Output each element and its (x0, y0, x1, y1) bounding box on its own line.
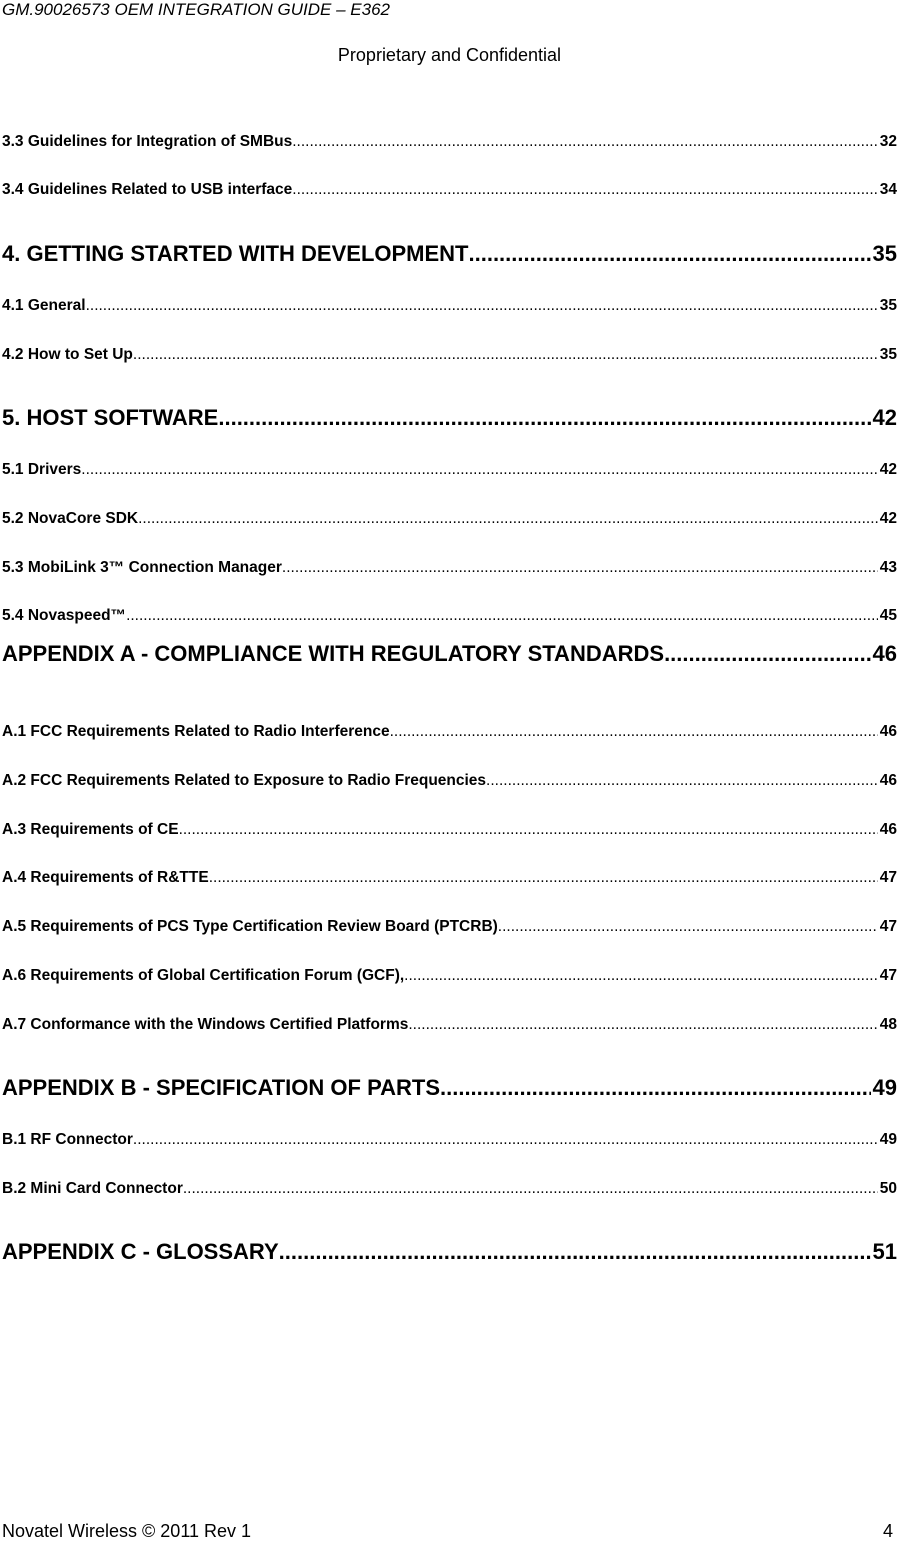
toc-section[interactable] (2, 405, 897, 431)
toc-entry-page: 32 (879, 133, 897, 150)
toc-dot-leader (469, 241, 871, 267)
toc-section-page: 51 (872, 1239, 897, 1264)
toc-entry-page: 48 (879, 1016, 897, 1033)
toc-section-title: 4. GETTING STARTED WITH DEVELOPMENT (2, 241, 469, 266)
toc-entry[interactable] (2, 559, 897, 577)
toc-dot-leader (138, 510, 878, 528)
toc-entry[interactable] (2, 181, 897, 199)
toc-dot-leader (209, 869, 878, 887)
toc-dot-leader (404, 967, 878, 985)
toc-dot-leader (292, 133, 878, 151)
toc-entry-page: 47 (879, 869, 897, 886)
toc-dot-leader (183, 1180, 878, 1198)
toc-entry-title: A.3 Requirements of CE (2, 821, 179, 838)
toc-entry-page: 43 (879, 559, 897, 576)
toc-dot-leader (218, 405, 870, 431)
toc-entry-title: A.6 Requirements of Global Certification Forum (GCF), (2, 967, 405, 984)
toc-entry-title: A.7 Conformance with the Windows Certified Platforms (2, 1016, 409, 1033)
toc-entry-title: 5.3 MobiLink 3™ Connection Manager (2, 559, 282, 576)
toc-entry-page: 46 (879, 772, 897, 789)
toc-dot-leader (126, 607, 878, 625)
toc-entry[interactable] (2, 461, 897, 479)
toc-dot-leader (390, 723, 878, 741)
toc-entry-title: 5.2 NovaCore SDK (2, 510, 139, 527)
toc-entry[interactable] (2, 510, 897, 528)
toc-entry[interactable] (2, 297, 897, 315)
toc-dot-leader (664, 641, 870, 667)
toc-section[interactable] (2, 641, 897, 667)
toc-dot-leader (498, 918, 878, 936)
toc-dot-leader (292, 181, 877, 199)
toc-entry-title: 3.4 Guidelines Related to USB interface (2, 181, 293, 198)
toc-entry[interactable] (2, 821, 897, 839)
toc-section-page: 46 (872, 641, 897, 666)
toc-entry-page: 45 (879, 607, 897, 624)
toc-entry[interactable] (2, 772, 897, 790)
toc-section[interactable] (2, 241, 897, 267)
toc-entry-page: 34 (879, 181, 897, 198)
toc-dot-leader (279, 1239, 871, 1265)
toc-dot-leader (282, 559, 878, 577)
toc-entry-title: 4.2 How to Set Up (2, 346, 133, 363)
toc-entry-page: 50 (879, 1180, 897, 1197)
toc-entry-title: 3.3 Guidelines for Integration of SMBus (2, 133, 293, 150)
toc-section-page: 35 (872, 241, 897, 266)
toc-entry[interactable] (2, 1016, 897, 1034)
toc-entry[interactable] (2, 723, 897, 741)
toc-section[interactable] (2, 1239, 897, 1265)
toc-dot-leader (486, 772, 878, 790)
document-footer-copyright: Novatel Wireless © 2011 Rev 1 (2, 1521, 252, 1541)
toc-dot-leader (179, 821, 878, 839)
toc-entry-page: 42 (879, 461, 897, 478)
toc-entry-title: B.2 Mini Card Connector (2, 1180, 183, 1197)
toc-entry[interactable] (2, 967, 897, 985)
toc-entry-page: 42 (879, 510, 897, 527)
toc-entry-page: 46 (879, 821, 897, 838)
toc-entry-title: A.2 FCC Requirements Related to Exposure to Radio Frequencies (2, 772, 487, 789)
toc-section-title: 5. HOST SOFTWARE (2, 405, 219, 430)
toc-entry-title: 4.1 General (2, 297, 86, 314)
toc-dot-leader (81, 461, 877, 479)
document-header-subtitle: Proprietary and Confidential (337, 45, 562, 65)
toc-section-title: APPENDIX A - COMPLIANCE WITH REGULATORY STANDARDS (2, 641, 665, 666)
toc-entry-title: A.4 Requirements of R&TTE (2, 869, 209, 886)
toc-entry[interactable] (2, 346, 897, 364)
toc-entry-title: A.5 Requirements of PCS Type Certification Review Board (PTCRB) (2, 918, 498, 935)
toc-entry-title: 5.1 Drivers (2, 461, 82, 478)
toc-section-title: APPENDIX C - GLOSSARY (2, 1239, 279, 1264)
document-footer-page-number: 4 (882, 1521, 893, 1541)
toc-entry-page: 35 (879, 297, 897, 314)
document-header-title: GM.90026573 OEM INTEGRATION GUIDE – E362 (2, 0, 390, 19)
toc-dot-leader (408, 1016, 877, 1034)
toc-section-page: 49 (872, 1075, 897, 1100)
toc-entry-page: 49 (879, 1131, 897, 1148)
toc-entry[interactable] (2, 869, 897, 887)
toc-section-page: 42 (872, 405, 897, 430)
toc-dot-leader (133, 1131, 878, 1149)
toc-dot-leader (86, 297, 878, 315)
toc-entry-page: 47 (879, 967, 897, 984)
toc-entry-page: 47 (879, 918, 897, 935)
toc-entry[interactable] (2, 918, 897, 936)
toc-entry[interactable] (2, 607, 897, 625)
toc-entry-page: 46 (879, 723, 897, 740)
toc-section[interactable] (2, 1075, 897, 1101)
toc-entry-title: A.1 FCC Requirements Related to Radio Interference (2, 723, 390, 740)
toc-dot-leader (133, 346, 878, 364)
toc-entry-title: B.1 RF Connector (2, 1131, 133, 1148)
toc-entry[interactable] (2, 1131, 897, 1149)
toc-entry-page: 35 (879, 346, 897, 363)
toc-section-title: APPENDIX B - SPECIFICATION OF PARTS (2, 1075, 440, 1100)
toc-entry-title: 5.4 Novaspeed™ (2, 607, 127, 624)
toc-entry[interactable] (2, 133, 897, 151)
toc-dot-leader (440, 1075, 871, 1101)
toc-entry[interactable] (2, 1180, 897, 1198)
